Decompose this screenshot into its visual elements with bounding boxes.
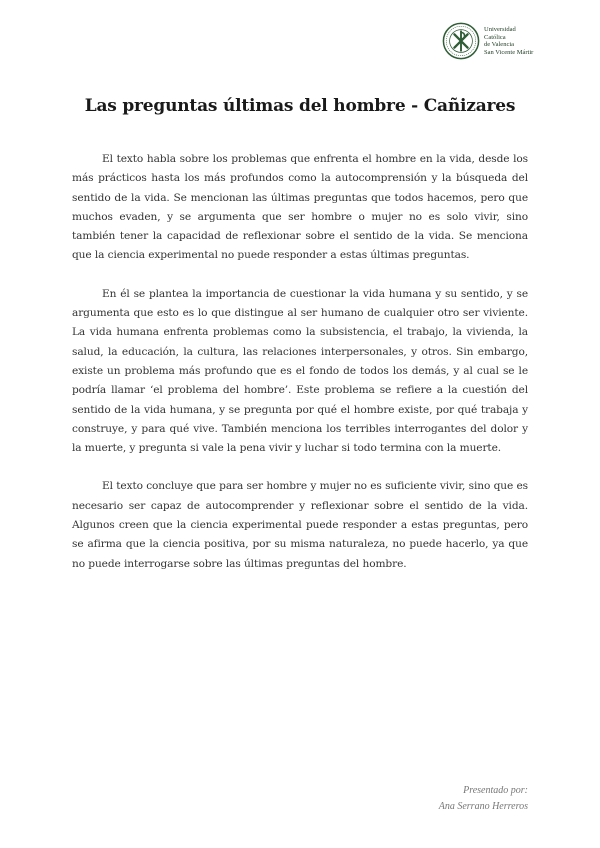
university-seal-icon bbox=[442, 22, 480, 60]
logo-line-4: San Vicente Mártir bbox=[484, 48, 534, 56]
paragraph-3: El texto concluye que para ser hombre y mujer no es suficiente vivir, sino que es necesario ser capaz de autocomprender y reflexionar sobre el sentido de la vida. Algunos creen que la ciencia experimental puede responder a estas preguntas, pero se afirma que la ciencia positiva, por su misma naturaleza, no puede hacerlo, ya que no puede interrogarse sobre las últimas preguntas del hombre. bbox=[72, 480, 528, 570]
document-title: Las preguntas últimas del hombre - Cañizares bbox=[84, 96, 516, 116]
logo-line-1: Universidad bbox=[484, 26, 516, 33]
paragraph-1: El texto habla sobre los problemas que enfrenta el hombre en la vida, desde los más prácticos hasta los más profundos como la autocomprensión y la búsqueda del sentido de la vida. Se mencionan las últimas preguntas que todos hacemos, pero que muchos evaden, y se argumenta que ser hombre o mujer no es solo vivir, sino también tener la capacidad de reflexionar sobre el sentido de la vida. Se menciona que la ciencia experimental no puede responder a estas últimas preguntas. bbox=[72, 153, 528, 262]
author-name: Ana Serrano Herreros bbox=[438, 801, 528, 812]
university-name bbox=[484, 26, 554, 56]
logo-line-2: Católica bbox=[484, 33, 506, 41]
presented-by-label: Presentado por: bbox=[463, 785, 528, 796]
university-logo bbox=[442, 22, 554, 60]
presenter-signature bbox=[439, 783, 528, 815]
paragraph-2: En él se plantea la importancia de cuestionar la vida humana y su sentido, y se argumenta que esto es lo que distingue al ser humano de cualquier otro ser viviente. La vida humana enfrenta problemas como la subsistencia, el trabajo, la vivienda, la salud, la educación, la cultura, las relaciones interpersonales, y otros. Sin embargo, existe un problema más profundo que es el fondo de todos los demás, y al cual se le podría llamar ‘el problema del hombre’. Este problema se refiere a la cuestión del sentido de la vida humana, y se pregunta por qué el hombre existe, por qué trabaja y construye, y para qué vive. También menciona los terribles interrogantes del dolor y la muerte, y pregunta si vale la pena vivir y luchar si todo termina con la muerte. bbox=[72, 287, 528, 455]
logo-line-3: de Valencia bbox=[484, 41, 515, 48]
document-body bbox=[72, 150, 528, 593]
